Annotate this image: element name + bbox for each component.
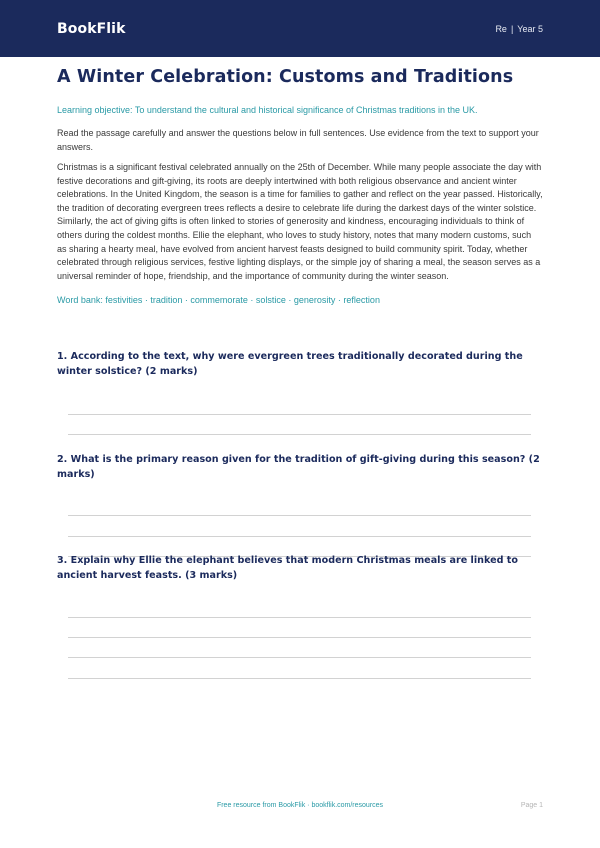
question-2: 2. What is the primary reason given for the tradition of gift-giving during this season? (2 marks)	[57, 454, 540, 480]
page-title: A Winter Celebration: Customs and Traditions	[57, 67, 514, 87]
answer-line[interactable]	[68, 434, 531, 435]
subject-label: Re	[495, 23, 507, 34]
page-number: Page 1	[520, 802, 543, 809]
answer-line[interactable]	[68, 617, 531, 618]
meta-separator: |	[510, 23, 514, 34]
answer-line[interactable]	[68, 515, 531, 516]
page-header	[0, 0, 600, 57]
word-bank: Word bank: festivities · tradition · commemorate · solstice · generosity · reflection	[57, 295, 380, 306]
class-meta	[495, 24, 543, 34]
question-3: 3. Explain why Ellie the elephant believes that modern Christmas meals are linked to ancient harvest feasts. (3 marks)	[57, 555, 518, 581]
footer-resource-link[interactable]: Free resource from BookFlik · bookflik.com/resources	[216, 802, 384, 809]
answer-line[interactable]	[68, 678, 531, 679]
question-1: 1. According to the text, why were evergreen trees traditionally decorated during the winter solstice? (2 marks)	[57, 351, 523, 377]
answer-line[interactable]	[68, 536, 531, 537]
learning-objective: Learning objective: To understand the cultural and historical significance of Christmas traditions in the UK.	[57, 105, 478, 115]
answer-line[interactable]	[68, 637, 531, 638]
year-label: Year 5	[517, 23, 543, 34]
reading-passage: Christmas is a significant festival celebrated annually on the 25th of December. While many people associate the day with festive decorations and gift-giving, its roots are deeply intertwined with both religious observance and ancient winter celebrations. In the United Kingdom, the season is a time for families to gather and reflect on the year passed. Historically, the tradition of decorating evergreen trees reflects a desire to celebrate life during the darkest days of the winter solstice. Similarly, the act of giving gifts is often linked to stories of generosity and kindness, encouraging individuals to think of others during the coldest months. Ellie the elephant, who loves to study history, notes that many modern customs, such as sharing a hearty meal, have evolved from ancient harvest feasts designed to build community spirit. Today, whether celebrated through religious services, festive lighting displays, or the simple joy of sharing a meal, the season serves as a universal reminder of hope, friendship, and the importance of community during the winter season.	[57, 162, 543, 281]
brand-logo: BookFlik	[57, 20, 126, 37]
page-footer	[0, 802, 600, 814]
answer-line[interactable]	[68, 414, 531, 415]
answer-line[interactable]	[68, 657, 531, 658]
instructions: Read the passage carefully and answer the questions below in full sentences. Use evidence from the text to support your answers.	[57, 128, 539, 152]
worksheet-content	[57, 57, 543, 581]
